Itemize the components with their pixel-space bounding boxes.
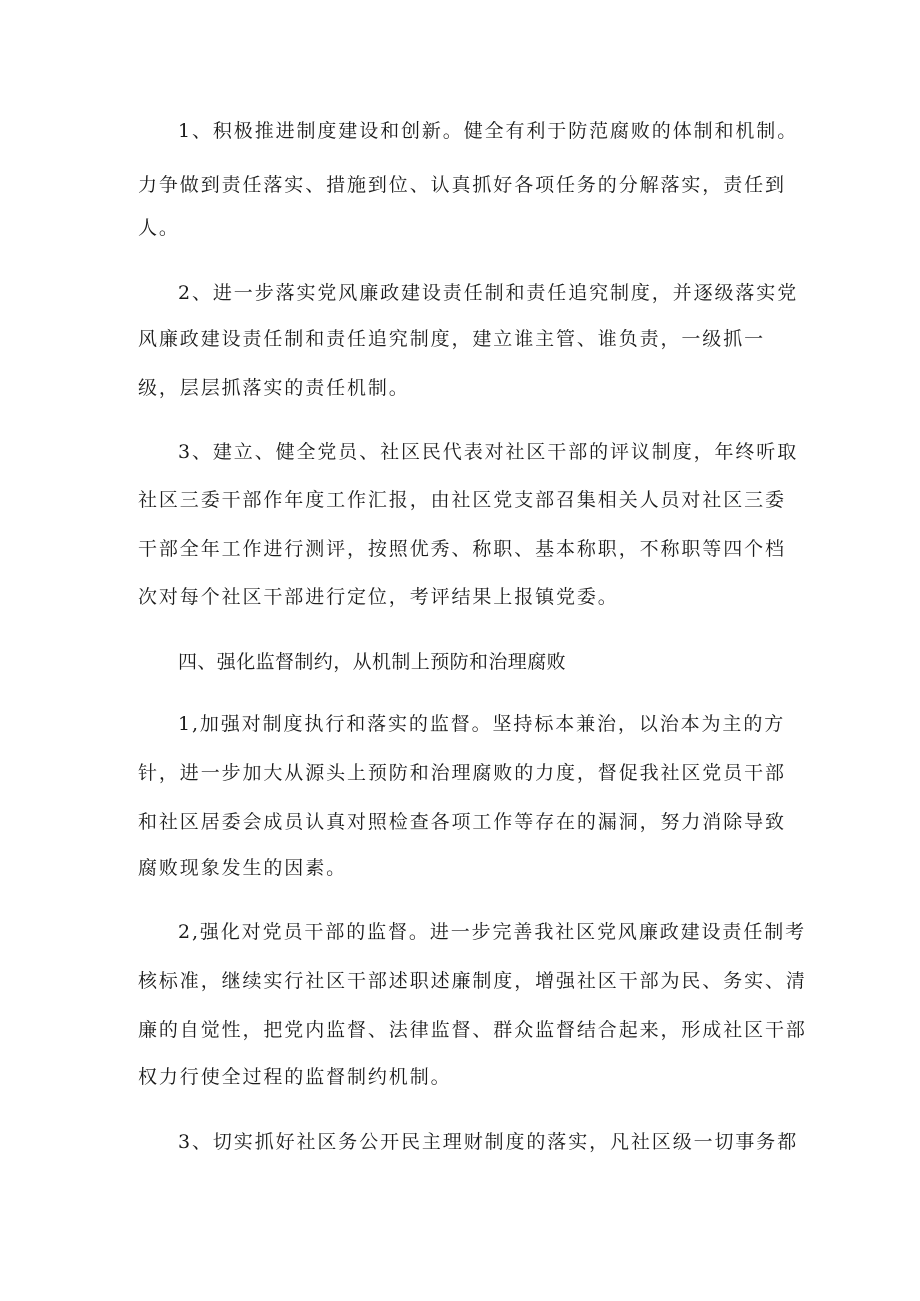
paragraph-3-line-2: 社区三委干部作年度工作汇报，由社区党支部召集相关人员对社区三委 [138,489,786,511]
paragraph-1-line-3: 人。 [138,217,180,239]
paragraph-5-line-4: 权力行使全过程的监督制约机制。 [138,1066,452,1088]
paragraph-5-line-2: 核标准，继续实行社区干部述职述廉制度，增强社区干部为民、务实、清 [138,970,807,992]
paragraph-4-line-1: 1,加强对制度执行和落实的监督。坚持标本兼治，以治本为主的方 [178,713,786,735]
paragraph-1-line-2: 力争做到责任落实、措施到位、认真抓好各项任务的分解落实，责任到 [138,174,786,196]
paragraph-3-line-4: 次对每个社区干部进行定位，考评结果上报镇党委。 [138,586,619,608]
paragraph-2-line-1: 2、进一步落实党风廉政建设责任制和责任追究制度，并逐级落实党 [178,282,799,304]
paragraph-1-line-1: 1、积极推进制度建设和创新。健全有利于防范腐败的体制和机制。 [178,120,799,142]
paragraph-4-line-4: 腐败现象发生的因素。 [138,857,348,879]
paragraph-4-line-3: 和社区居委会成员认真对照检查各项工作等存在的漏洞，努力消除导致 [138,811,786,833]
paragraph-3-line-1: 3、建立、健全党员、社区民代表对社区干部的评议制度，年终听取 [178,441,799,463]
paragraph-2-line-2: 风廉政建设责任制和责任追究制度，建立谁主管、谁负责，一级抓一 [138,328,766,350]
paragraph-3-line-3: 干部全年工作进行测评，按照优秀、称职、基本称职，不称职等四个档 [138,538,786,560]
paragraph-5-line-1: 2,强化对党员干部的监督。进一步完善我社区党风廉政建设责任制考 [178,921,807,943]
paragraph-5-line-3: 廉的自觉性，把党内监督、法律监督、群众监督结合起来，形成社区干部 [138,1019,807,1041]
paragraph-6-line-1: 3、切实抓好社区务公开民主理财制度的落实，凡社区级一切事务都 [178,1131,799,1153]
section-heading: 四、强化监督制约，从机制上预防和治理腐败 [178,651,567,673]
paragraph-4-line-2: 针，进一步加大从源头上预防和治理腐败的力度，督促我社区党员干部 [138,762,786,784]
paragraph-2-line-3: 级，层层抓落实的责任机制。 [138,377,410,399]
